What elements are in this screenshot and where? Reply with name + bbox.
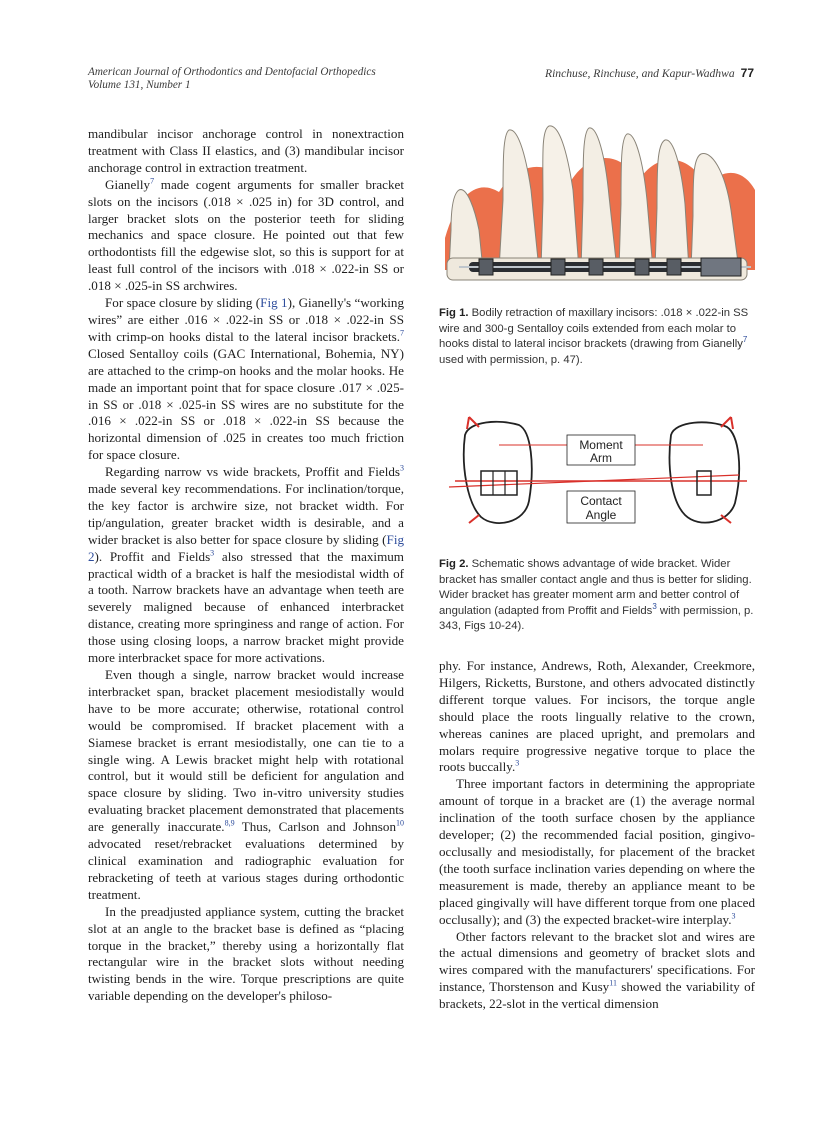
page-number: 77 xyxy=(740,66,754,80)
citation-link[interactable]: 3 xyxy=(210,548,215,558)
figure-link[interactable]: Fig 1 xyxy=(260,295,288,311)
molar-tube xyxy=(701,258,741,276)
paragraph: For space closure by sliding (Fig 1), Gianelly's “working wires” are either .016 × .022-in SS or .018 × .022-in SS with crimp-on hooks distal to the lateral incisor brackets.$^7$ Closed Sentalloy coils (GAC International, Bohemia, NY) are attached to the crimp-on hooks and the molar hooks. He made an important point that for space closure .017 × .025-in SS or .018 × .025-in SS wires are no substitute for the .016 × .022-in SS or .018 × .022-in SS because the horizontal dimension of .025 in creates too much friction for space closure. xyxy=(88,295,404,463)
citation-link[interactable]: 7 xyxy=(150,176,155,186)
paragraph: Other factors relevant to the bracket slot and wires are the actual dimensions and geometry of bracket slots and wires compared with the manufacturers' specifications. For instance, Thorstenson and Kusy$^{11}$ showed the variability of brackets, 22-slot in the vertical dimension xyxy=(439,928,755,1012)
citation-link[interactable]: 10 xyxy=(396,818,404,828)
running-header-journal xyxy=(88,66,376,92)
citation-link[interactable]: 11 xyxy=(609,978,617,988)
bracket xyxy=(551,259,565,275)
citation-link[interactable]: 3 xyxy=(515,759,520,769)
paragraph: mandibular incisor anchorage control in nonextraction treatment with Class II elastics, and (3) mandibular incisor anchorage control in extraction treatment. xyxy=(88,126,404,175)
paragraph: Three important factors in determining the appropriate amount of torque in a bracket are (1) the average normal inclination of the tooth surface chosen by the appliance developer; (2) the recommended facial position, gingivo-occlusally and mesiodistally, for placement of the bracket (the tooth surface inclination varies depending on where the measurement is made, thereby an appliance meant to be placed gingivally will have different torque from one placed occlusally); and (3) the expected bracket-wire interplay.$^3$ xyxy=(439,776,755,927)
figure-2-schematic xyxy=(439,405,757,537)
paragraph: Gianelly$^7$ made cogent arguments for smaller bracket slots on the incisors (.018 × .025 in) for 3D control, and larger bracket slots on the posterior teeth for sliding mechanics and space closure. He pointed out that few orthodontists fill the edgewise slot, so this is support for at least full control of the incisors with .018 × .022-in SS or .018 × .025-in SS archwires. xyxy=(88,176,404,294)
journal-volume: Volume 131, Number 1 xyxy=(88,79,191,91)
arm-label: Arm xyxy=(590,451,612,465)
citation-link[interactable]: 3 xyxy=(652,602,657,612)
author-names: Rinchuse, Rinchuse, and Kapur-Wadhwa xyxy=(544,67,735,80)
journal-title: American Journal of Orthodontics and Dentofacial Orthopedics xyxy=(88,66,376,78)
figure-1-teeth-drawing xyxy=(439,120,757,290)
paragraph: Even though a single, narrow bracket would increase interbracket span, bracket placement mesiodistally would have to be more accurate; otherwise, rotational control would be compromised. If bracket placement with a Siamese bracket is errant mesiodistally, one can tie to a single wing. A Lewis bracket might help with rotational control, but it would still be deficient for angulation and space closure by sliding. Two in-vitro university studies evaluating bracket placement demonstrated that placements are generally inaccurate.$^{8,9}$ Thus, Carlson and Johnson$^{10}$ advocated reset/rebracket evaluations determined by clinical examination and radiographic evaluation for rebracketing of teeth at various stages during orthodontic treatment. xyxy=(88,667,404,902)
figure-link[interactable]: Fig 2 xyxy=(88,531,404,564)
paragraph: Regarding narrow vs wide brackets, Proffit and Fields$^3$ made several key recommendations. For inclination/torque, the key factor is archwire size, not bracket width. For tip/angulation, greater bracket width is desirable, and a wider bracket is also better for space closure by sliding (Fig 2). Proffit and Fields$^3$ also stressed that the maximum practical width of a bracket is half the mesiodistal width of a tooth. Narrow brackets have an advantage when teeth are severely maligned because of enhanced interbracket distance, creating more springiness and range of action. For those using closing loops, a narrow bracket might provide more interbracket space for more activations. xyxy=(88,463,404,666)
running-header-authors xyxy=(545,66,754,80)
paragraph: In the preadjusted appliance system, cutting the bracket slot at an angle to the bracket base is defined as “placing torque in the bracket,” thereby using a horizontally flat rectangular wire in the bracket slots without needing twisting bends in the wire. Torque prescriptions are quite variable depending on the developer's philoso- xyxy=(88,903,404,1004)
bracket xyxy=(635,259,649,275)
bracket xyxy=(667,259,681,275)
citation-link[interactable]: 7 xyxy=(400,328,404,338)
paragraph: phy. For instance, Andrews, Roth, Alexander, Creekmore, Hilgers, Ricketts, Burstone, and others advocated distinctly different torque values. For incisors, the torque angle should place the roots lingually relative to the crown, whereas canines are placed upright, and premolars and molars require progressive negative torque to place the roots buccally.$^3$ xyxy=(439,658,755,775)
right-text-column xyxy=(439,658,755,1013)
contact-label: Contact xyxy=(580,494,622,508)
moment-label: Moment xyxy=(579,438,623,452)
left-text-column xyxy=(88,126,404,1005)
citation-link[interactable]: 8,9 xyxy=(224,818,235,828)
angle-label: Angle xyxy=(585,508,617,522)
figure-label: Fig 2. xyxy=(439,558,469,570)
citation-link[interactable]: 3 xyxy=(400,463,404,473)
figure-1-caption: Fig 1. Bodily retraction of maxillary incisors: .018 × .022-in SS wire and 300-g Sentalloy coils extended from each molar to hooks distal to lateral incisor brackets (drawing from Gianelly$^7$ used with permission, p. 47). xyxy=(439,307,749,366)
figure-label: Fig 1. xyxy=(439,307,469,319)
bracket xyxy=(589,259,603,275)
citation-link[interactable]: 3 xyxy=(731,911,736,921)
citation-link[interactable]: 7 xyxy=(742,335,748,345)
figure-2-caption: Fig 2. Schematic shows advantage of wide bracket. Wider bracket has smaller contact angle and thus is better for sliding. Wider bracket has greater moment arm and better control of angulation (adapted from Proffit and Fields$^3$ with permission, p. 343, Figs 10-24). xyxy=(439,558,754,633)
bracket xyxy=(479,259,493,275)
